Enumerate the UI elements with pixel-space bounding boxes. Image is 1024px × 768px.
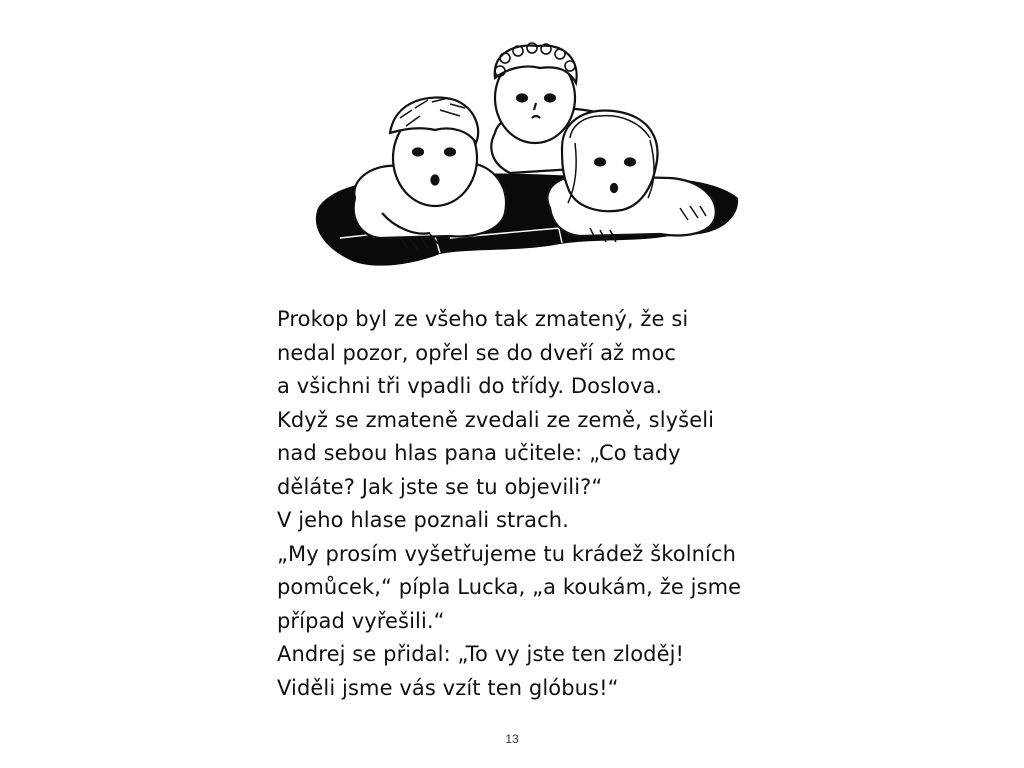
story-line: Andrej se přidal: „To vy jste ten zloděj! (277, 642, 685, 666)
story-line: Když se zmateně zvedali ze země, slyšeli (277, 407, 715, 432)
story-line: V jeho hlase poznali strach. (277, 508, 569, 532)
story-text (277, 303, 837, 705)
story-line: nad sebou hlas pana učitele: „Co tady (277, 441, 681, 465)
story-line: „My prosím vyšetřujeme tu krádež školních (277, 541, 737, 566)
story-line: nedal pozor, opřel se do dveří až moc (277, 340, 677, 365)
child-right (547, 111, 715, 243)
page-number: 13 (505, 732, 519, 746)
story-line: případ vyřešili.“ (277, 608, 445, 633)
story-line: Viděli jsme vás vzít ten glóbus!“ (277, 675, 619, 700)
story-line: a všichni tři vpadli do třídy. Doslova. (277, 374, 663, 398)
story-line: Prokop byl ze všeho tak zmatený, že si (277, 307, 689, 331)
three-children-peeking-icon (300, 38, 740, 273)
story-line: pomůcek,“ pípla Lucka, „a koukám, že jsme (277, 575, 742, 599)
child-left (354, 98, 506, 250)
story-line: děláte? Jak jste se tu objevili?“ (277, 474, 603, 499)
